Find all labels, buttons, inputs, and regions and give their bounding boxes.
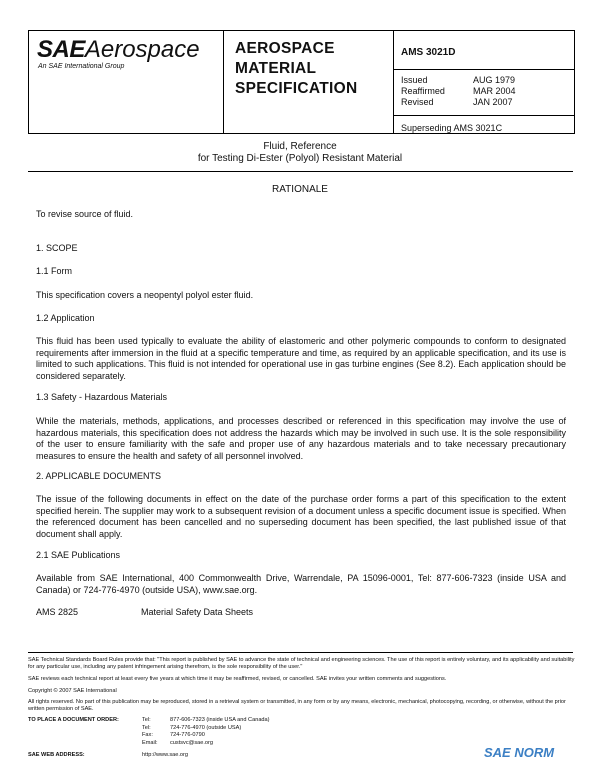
section-1-3-heading: 1.3 Safety - Hazardous Materials [36,392,168,402]
section-1-2-text: This fluid has been used typically to evaluate the ability of elastomeric and other polymeric compounds to conform to designated requirements after immersion in the fluid at a specific temperature and time, as required by an applicable specification, and its use is limited to such applications. This fluid is not intended for operational use in gas turbine engines (See 8.2). Each application should be considered separately. [36,336,566,381]
section-2-text: The issue of the following documents in effect on the date of the purchase order forms a part of this specification to the extent specified herein. The supplier may work to a subsequent revision of a document unless a specific document issue is specified. When the referenced document has been cancelled and no superseding document has been specified, the last published issue of that document shall apply. [36,494,566,539]
section-2-1-text: Available from SAE International, 400 Commonwealth Drive, Warrendale, PA 15096-0001, Tel: 877-606-7323 (inside USA and Canada) or 724-776-4970 (outside USA), www.sae.org. [36,573,566,595]
date-row: Revised JAN 2007 [401,97,513,107]
reference-title: Material Safety Data Sheets [141,607,254,617]
superseding-note: Superseding AMS 3021C [401,123,503,133]
contact-row: Tel: 724-776-4970 (outside USA) [142,724,242,731]
web-label: SAE WEB ADDRESS: [28,752,85,758]
section-1-1-text: This specification covers a neopentyl polyol ester fluid. [36,290,254,300]
sae-norm-stamp: SAE NORM [484,745,555,760]
contact-row: Fax: 724-776-0790 [142,732,205,738]
contact-list [142,717,270,747]
email-link[interactable]: custsvc@sae.org [170,739,213,746]
review-note: SAE reviews each technical report at least every five years at which time it may be reaffirmed, revised, or cancelled. SAE invites your written comments and suggestions. [28,676,447,682]
rationale-heading: RATIONALE [272,184,328,195]
footer-divider [28,652,573,653]
contact-row: Tel: 877-606-7323 (inside USA and Canada) [142,717,270,723]
contact-row: Email: custsvc@sae.org [142,739,213,746]
order-label: TO PLACE A DOCUMENT ORDER: [28,717,119,723]
date-row: Reaffirmed MAR 2004 [401,86,516,96]
web-link[interactable]: http://www.sae.org [142,752,189,758]
logo-aerospace: Aerospace [84,36,200,63]
rationale-text: To revise source of fluid. [36,209,134,219]
section-1-heading: 1. SCOPE [36,243,78,253]
section-1-2-heading: 1.2 Application [36,313,95,323]
revision-dates [401,75,516,108]
spec-title-line1: Fluid, Reference [263,141,337,152]
board-rules-note: SAE Technical Standards Board Rules provide that: "This report is published by SAE to advance the state of technical and engineering sciences. The use of this report is entirely voluntary, and its applicability and suitability for any particular use, including any patent infringement arising therefrom, is the sole responsibility of the user." [28,657,575,670]
copyright-note: Copyright © 2007 SAE International [28,688,117,694]
section-1-3-text: While the materials, methods, applications, and processes described or referenced in this specification may involve the use of hazardous materials, this specification does not address the hazards which may be involved in such use. It is the sole responsibility of the user to ensure familiarity with the safe and proper use of any hazardous materials and to take necessary precautionary measures to ensure the health and safety of all personnel involved. [36,416,566,461]
header-box [28,30,575,134]
document-number: AMS 3021D [401,47,456,58]
sae-aerospace-logo [37,37,200,63]
spec-title-line2: for Testing Di-Ester (Polyol) Resistant Material [197,153,403,164]
divider [28,171,573,172]
reference-code: AMS 2825 [36,607,79,617]
section-1-1-heading: 1.1 Form [36,266,73,276]
section-2-1-heading: 2.1 SAE Publications [36,550,121,560]
date-row: Issued AUG 1979 [401,75,516,85]
rights-note: All rights reserved. No part of this publication may be reproduced, stored in a retrieval system or transmitted, in any form or by any means, electronic, mechanical, photocopying, recording, or otherwise, without the prior written permission of SAE. [28,699,566,712]
section-2-heading: 2. APPLICABLE DOCUMENTS [36,471,162,481]
document-type-title: AEROSPACE MATERIAL SPECIFICATION [235,40,358,97]
logo-subtitle: An SAE International Group [38,63,125,70]
logo-sae: SAE [37,36,85,63]
